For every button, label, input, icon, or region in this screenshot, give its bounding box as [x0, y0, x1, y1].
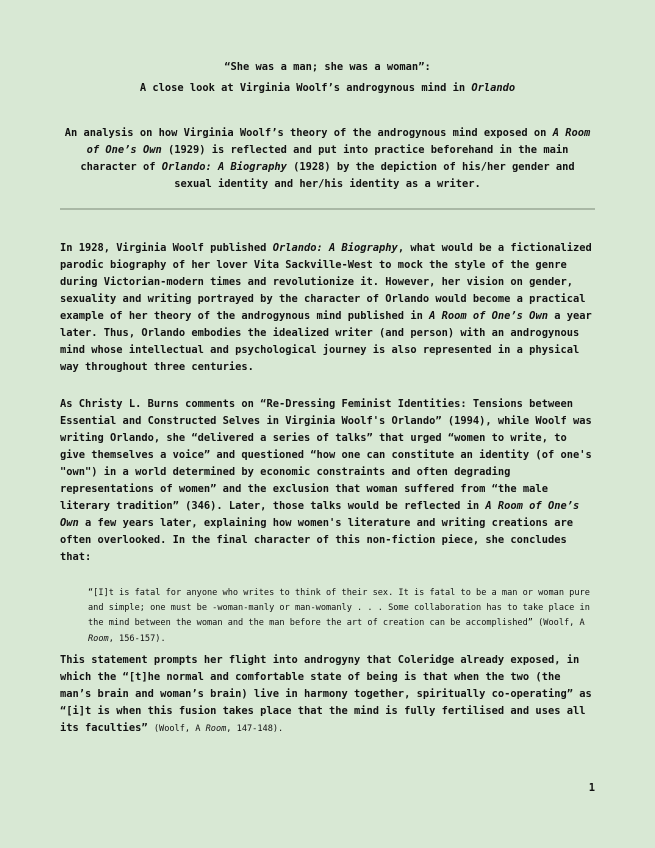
paragraph-text: As Christy L. Burns comments on “Re-Dressing Feminist Identities: Tensions between Essential and Constructed Selves in Virginia Woolf's Orlando” (1994), while Woolf was writing Orlando, she “delivered a series of talks” that urged “women to write, to give themselves a voice” and questioned “how one can constitute an identity (of one's "own") in a world determined by economic constraints and often degrading representations of women” and the exclusion that woman suffered from “the male literary tradition” (346). Later, those talks would be reflected in — [60, 398, 592, 512]
quote-text: “[I]t is fatal for anyone who writes to think of their sex. It is fatal to be a man or woman pure and simple; one must be -woman-manly or man-womanly . . . Some collaboration has to take place in the mind between the woman and the man before the art of creation can be accomplished” (Woolf, A — [88, 588, 590, 629]
paragraph-italic: Orlando: A Biography — [272, 242, 398, 254]
block-quote — [88, 586, 595, 647]
citation-text: , 147-148). — [226, 724, 284, 734]
citation-italic: Room — [205, 724, 227, 734]
abstract-text: An analysis on how Virginia Woolf’s theory of the androgynous mind exposed on — [64, 127, 553, 139]
title-line-1: “She was a man; she was a woman”: — [224, 61, 431, 73]
quote-text: , 156-157). — [108, 633, 166, 644]
paragraph-text: a year later. Thus, Orlando embodies the idealized writer (and person) with an androgynous mind whose intellectual and psychological journey is also represented in a physical way throughout three centuries. — [60, 310, 592, 373]
paragraph-text: This statement prompts her flight into androgyny that Coleridge already exposed, in which the “[t]he normal and comfortable state of being is that when the two (the man’s brain and woman’s brain) live in harmony together, spiritually co-operating” as “[i]t is when this fusion takes place that the mind is fully fertilised and uses all its faculties” — [60, 654, 592, 734]
paragraph-3 — [60, 652, 595, 738]
paragraph-text: , what would be a fictionalized parodic biography of her lover Vita Sackville-West to mock the style of the genre during Victorian-modern times and revolutionize it. However, her vision on gender, sexuality and writing portrayed by the character of Orlando would become a practical example of her theory of the androgynous mind published in — [60, 242, 592, 322]
paragraph-italic: A Room of One’s Own — [429, 310, 548, 322]
title-text: A close look at Virginia Woolf’s androgynous mind in — [139, 82, 472, 94]
paragraph-italic: A Room of One’s Own — [60, 500, 580, 529]
abstract-italic: A Room of One’s Own — [86, 127, 591, 156]
divider — [60, 208, 595, 210]
abstract-italic: Orlando: A Biography — [161, 161, 287, 173]
quote-italic: Room — [88, 633, 109, 644]
title-italic: Orlando — [471, 82, 516, 94]
paragraph-2 — [60, 396, 595, 566]
title-line-2 — [60, 80, 595, 97]
paragraph-1 — [60, 240, 595, 376]
citation-text: (Woolf, A — [153, 724, 206, 734]
abstract-text: (1928) by the depiction of his/her gender and sexual identity and her/his identity as a writer. — [174, 161, 575, 190]
abstract — [60, 125, 595, 193]
page-number: 1 — [588, 782, 595, 794]
abstract-text: (1929) is reflected and put into practice beforehand in the main character of — [80, 144, 569, 173]
paragraph-text: In 1928, Virginia Woolf published — [60, 242, 273, 254]
paragraph-text: a few years later, explaining how women's literature and writing creations are often overlooked. In the final character of this non-fiction piece, she concludes that: — [60, 517, 573, 563]
